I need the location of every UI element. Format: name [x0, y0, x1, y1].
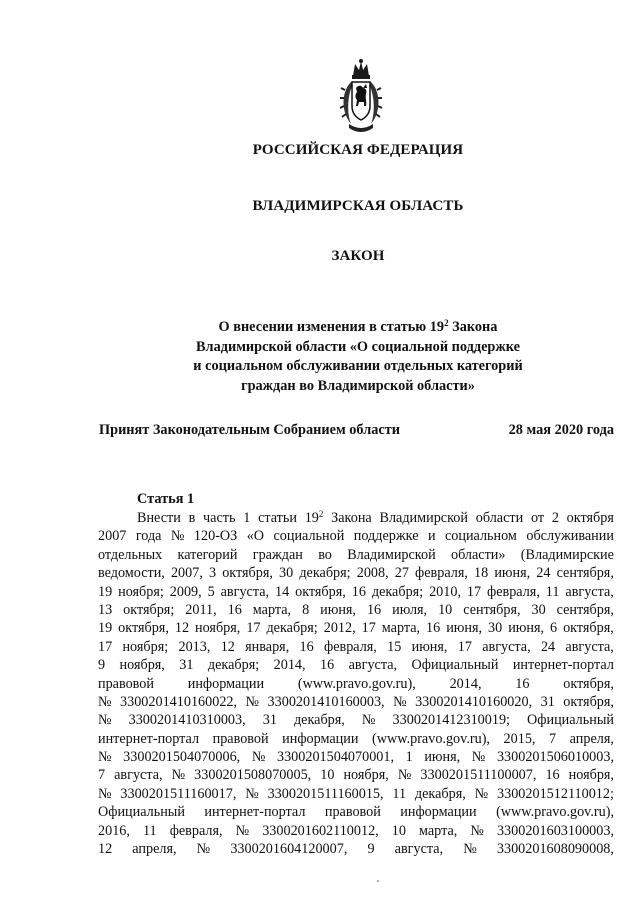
article-word: 11 [545, 583, 560, 600]
document-type-heading: ЗАКОН [331, 248, 385, 264]
article-line [98, 546, 614, 564]
article-word: 2014, [273, 657, 306, 674]
article-word: 2010, [429, 583, 461, 600]
article-word: обслуживании [526, 528, 614, 545]
article-word: декабря, [293, 712, 345, 729]
article-word: № [98, 693, 112, 710]
article-word: 30 [279, 565, 294, 582]
article-word: октября [566, 510, 614, 526]
article-word: 16 [320, 657, 335, 674]
article-word: апреля, [569, 730, 614, 747]
article-word: 24 [536, 565, 551, 582]
article-word: декабря; [207, 657, 260, 674]
article-word: 16 [515, 675, 530, 692]
article-word: 9 [98, 657, 106, 674]
article-word: декабря, [414, 785, 466, 802]
article-word: правовой [98, 675, 154, 692]
law-title-line-1: О внесении изменения в статью $19^2$ Закона [218, 318, 498, 335]
article-word: правовой [212, 730, 269, 747]
article-word: июня, [411, 638, 448, 655]
article-line [98, 675, 614, 693]
article-word: октября, [222, 565, 273, 582]
article-word: социальном [444, 528, 517, 545]
article-line [98, 766, 614, 784]
article-word: декабря; [371, 583, 424, 600]
article-word: 2007 [98, 528, 127, 545]
article-word: ноября; [118, 583, 164, 600]
article-word: 3300201504070006, [123, 749, 241, 766]
article-word: июня, [424, 749, 461, 766]
article-word: 31 [262, 712, 277, 729]
article-word: 16 [351, 583, 366, 600]
article-word: 2012, [323, 620, 356, 637]
article-word: Официальный [527, 712, 614, 729]
article-word: № [245, 785, 259, 802]
article-word: Владимирской [347, 546, 436, 563]
article-word: 10 [320, 767, 335, 784]
article-word: сентября, [556, 601, 614, 618]
article-line [98, 693, 614, 711]
article-word: 3300201511160017, [120, 785, 237, 802]
article-word: 7 [98, 767, 106, 784]
article-word: 16 [426, 620, 441, 637]
article-word: (www.pravo.gov.ru), [496, 804, 614, 821]
article-word: октября, [563, 693, 614, 710]
article-word: 3300201412310019; [392, 712, 510, 729]
article-word: 3300201410160022, [120, 693, 238, 710]
article-word: 1 [405, 749, 413, 766]
article-word: 30 [488, 620, 503, 637]
article-word: № [170, 528, 185, 545]
article-line [98, 509, 614, 527]
article-word: 19 [98, 620, 113, 637]
article-word: марта, [381, 620, 421, 637]
federation-heading: РОССИЙСКАЯ ФЕДЕРАЦИЯ [252, 142, 464, 158]
article-word: Закона [331, 510, 372, 526]
article-line [98, 527, 614, 545]
article-word: Владимирской [379, 510, 468, 526]
adopted-by: Принят Законодательным Собранием области [99, 422, 400, 438]
article-word: 3300201410160020, [415, 693, 533, 710]
article-word: марта, [419, 822, 458, 839]
article-word: апреля, [132, 841, 177, 858]
article-line [98, 803, 614, 821]
region-heading: ВЛАДИМИРСКАЯ ОБЛАСТЬ [252, 198, 464, 214]
article-word: 1 [243, 510, 251, 526]
article-word: февраля, [415, 565, 468, 582]
article-word: ноября, [343, 767, 389, 784]
article-word: социальной [273, 528, 345, 545]
article-word: 3300201511100007, [420, 767, 537, 784]
article-word: 10 [391, 822, 406, 839]
article-line [98, 638, 614, 656]
article-word: августа, [565, 583, 614, 600]
article-word: граждан [252, 546, 303, 563]
article-body [98, 509, 614, 858]
article-word: октября, [295, 583, 346, 600]
article-line [98, 822, 614, 840]
article-word: 30 [531, 601, 546, 618]
article-word: 11 [142, 822, 157, 839]
article-word: 11 [392, 785, 407, 802]
article-word: 8 [302, 601, 310, 618]
article-word: июня, [320, 601, 356, 618]
article-word: года [135, 528, 162, 545]
coat-of-arms-icon [339, 58, 383, 134]
article-word: 3300201504070001, [276, 749, 395, 766]
article-word: 12 [174, 620, 190, 637]
article-word: 31 [179, 657, 194, 674]
article-word: 3 [208, 565, 217, 582]
article-word: 3300201604120007, [230, 841, 348, 858]
article-word: сентября, [556, 565, 614, 582]
article-word: 3300201603100003, [496, 822, 614, 839]
article-word: 6 [550, 620, 558, 637]
article-word: 2009, [169, 583, 202, 600]
article-word: № [251, 749, 266, 766]
article-word: июня, [446, 620, 483, 637]
article-word: поддержке [353, 528, 419, 545]
article-line [98, 619, 614, 637]
article-word: (Владимирские [520, 546, 614, 563]
article-word: Внести [137, 510, 181, 526]
article-word: 17 [457, 638, 472, 655]
article-word: ноября; [122, 638, 169, 655]
article-word: № [470, 822, 484, 839]
article-word: отдельных [98, 546, 163, 563]
article-word: 17 [246, 620, 261, 637]
article-word: в [188, 510, 196, 526]
article-word: 17 [361, 620, 376, 637]
article-word: 5 [207, 583, 215, 600]
article-word: сентября, [463, 601, 521, 618]
article-word: № [196, 841, 211, 858]
article-word: января, [245, 638, 290, 655]
article-word: декабря; [299, 565, 351, 582]
article-word: 2011, [185, 601, 217, 618]
article-word: интернет-портал [98, 730, 200, 747]
article-line [98, 656, 614, 674]
article-word: № [98, 785, 112, 802]
article-word: августа, [394, 841, 444, 858]
article-word: 14 [274, 583, 290, 600]
article-word: августа, [220, 583, 270, 600]
article-word: 2013, [178, 638, 211, 655]
article-word: 2016, [98, 822, 130, 839]
article-word: 18 [474, 565, 489, 582]
article-word: октября; [123, 601, 175, 618]
article-word: 120-ОЗ [193, 528, 238, 545]
scan-speck [377, 880, 379, 882]
article-word: 2014, [449, 675, 482, 692]
article-word: 3300201602110012, [262, 822, 379, 839]
article-word: 3300201508070005, [194, 767, 312, 784]
adoption-line [99, 422, 614, 439]
article-word: декабря; [266, 620, 318, 637]
article-word: статьи [258, 510, 297, 526]
article-word: (www.pravo.gov.ru), [297, 675, 416, 692]
article-word: 13 [98, 601, 113, 618]
article-word: августа, [482, 638, 531, 655]
article-word: информации [187, 675, 265, 692]
article-word: 3300201410160003, [267, 693, 385, 710]
article-word: 3300201410310003, [128, 712, 246, 729]
article-word: № [471, 749, 486, 766]
article-word: 16 [227, 601, 242, 618]
article-word: ведомости, [98, 565, 165, 582]
article-word: 9 [367, 841, 375, 858]
article-word: ноября, [568, 767, 614, 784]
article-word: (www.pravo.gov.ru), [372, 730, 490, 747]
article-word: 2007, [170, 565, 203, 582]
article-word: 16 [366, 601, 382, 618]
article-line [98, 785, 614, 803]
article-word: 10 [438, 601, 453, 618]
article-word: информации [400, 804, 477, 821]
article-word: «О [246, 528, 265, 545]
article-word: № [98, 749, 112, 766]
article-word: интернет-портал [204, 804, 306, 821]
article-word: № [397, 767, 412, 784]
adoption-date: 28 мая 2020 года [508, 422, 614, 438]
article-word: августа, [114, 767, 163, 784]
article-word: 2015, [503, 730, 536, 747]
article-word: октября, [563, 620, 614, 637]
article-line [98, 564, 614, 582]
article-word: 27 [394, 565, 409, 582]
article-line [98, 840, 614, 858]
article-word: и [427, 528, 436, 545]
article-word: правовой [324, 804, 381, 821]
article-word: 24 [540, 638, 556, 655]
article-word: 12 [220, 638, 235, 655]
article-word: ноября, [195, 620, 241, 637]
article-word: категорий [177, 546, 238, 563]
article-word: 17 [98, 638, 113, 655]
law-title-line-2: Владимирской области «О социальной поддержке [196, 338, 520, 355]
article-word: февраля, [169, 822, 223, 839]
article-word: 19 [98, 583, 113, 600]
article-word: марта, [252, 601, 292, 618]
article-word: часть [203, 510, 236, 526]
article-word: № [171, 767, 186, 784]
article-word: области» [450, 546, 506, 563]
article-word: $19^2$ [304, 509, 324, 526]
article-line [98, 711, 614, 729]
article-word: 17 [466, 583, 482, 600]
law-title-line-3: и социальном обслуживании отдельных категорий [193, 358, 523, 374]
article-word: области [475, 510, 524, 526]
article-word: № [361, 712, 376, 729]
article-word: 16 [299, 638, 314, 655]
article-word: 3300201506010003, [496, 749, 614, 766]
law-title-line-4: граждан во Владимирской области» [241, 377, 475, 394]
article-word: 15 [387, 638, 402, 655]
article-word: октября, [563, 675, 614, 692]
article-word: № [245, 693, 260, 710]
article-word: февраля, [487, 583, 540, 600]
article-line [98, 748, 614, 766]
article-word: июня, [508, 620, 545, 637]
article-word: 2008, [356, 565, 389, 582]
article-word: от [530, 510, 545, 526]
article-word: информации [282, 730, 359, 747]
article-word: ноября, [119, 657, 165, 674]
article-word: № [463, 841, 477, 858]
article-word: 2 [551, 510, 559, 526]
article-word: Официальный [98, 804, 185, 821]
article-word: 3300201608090008, [496, 841, 614, 858]
article-word: 7 [549, 730, 557, 747]
article-word: во [318, 546, 332, 563]
article-line [98, 583, 614, 601]
article-title: Статья 1 [137, 491, 195, 507]
article-word: 12 [98, 841, 113, 858]
article-word: № [474, 785, 489, 802]
article-word: августа, [565, 638, 614, 655]
article-word: интернет-портал [512, 657, 614, 674]
article-word: октября, [118, 620, 169, 637]
article-word: февраля, [324, 638, 377, 655]
article-word: июля, [392, 601, 428, 618]
article-word: июня, [494, 565, 531, 582]
article-word: № [98, 712, 112, 729]
article-word: 16 [545, 767, 560, 784]
article-word: 3300201511160015, [267, 785, 384, 802]
article-word: № [235, 822, 250, 839]
article-word: августа, [348, 657, 398, 674]
article-line [98, 730, 614, 748]
article-line [98, 601, 614, 619]
article-word: 31 [540, 693, 555, 710]
article-word: 3300201512110012; [497, 785, 614, 802]
article-word: Официальный [411, 657, 499, 674]
article-word: № [393, 693, 407, 710]
law-title [0, 318, 640, 396]
